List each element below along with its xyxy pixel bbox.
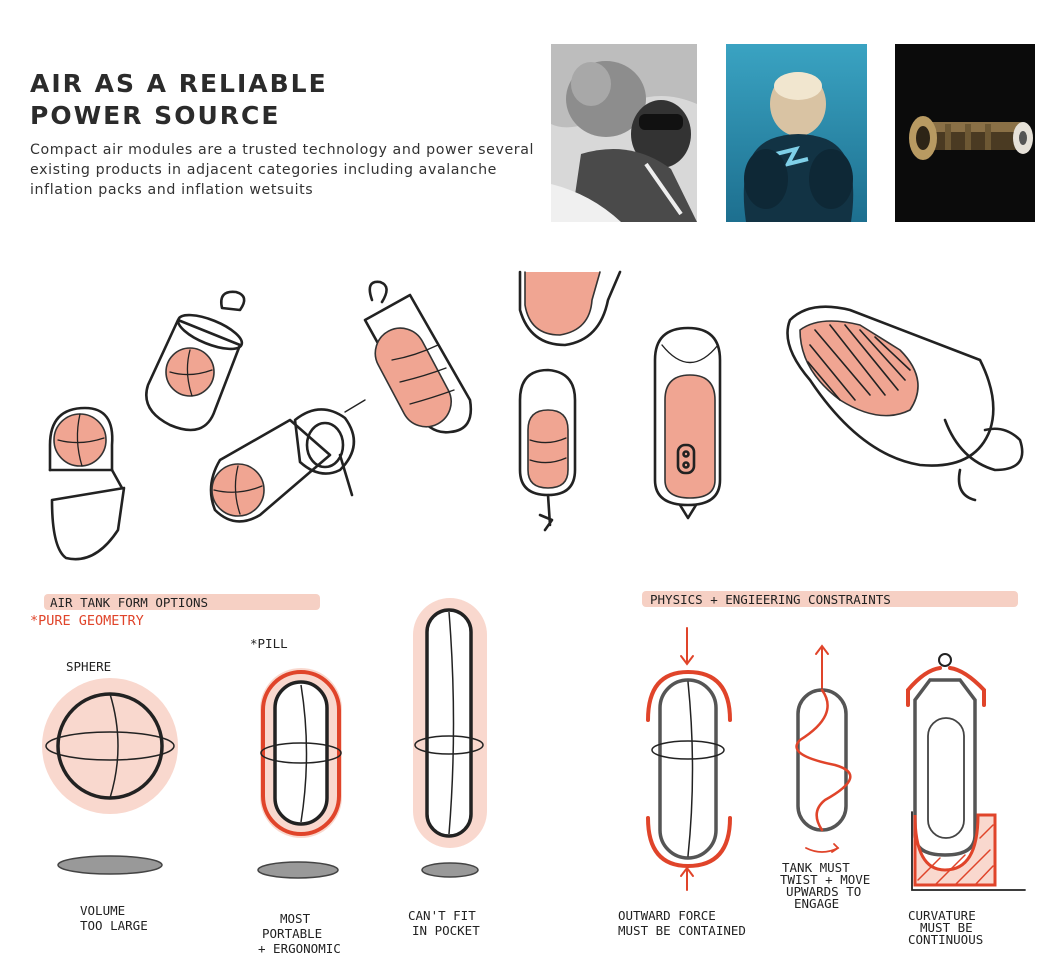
pill-caption-1: MOST xyxy=(280,911,311,926)
curvature-sketch xyxy=(908,654,1025,890)
force-caption-1: OUTWARD FORCE xyxy=(618,908,716,923)
constraints-heading: PHYSICS + ENGIEERING CONSTRAINTS xyxy=(650,592,891,607)
sphere-label: SPHERE xyxy=(66,659,112,674)
title-line-1: AIR AS A RELIABLE xyxy=(30,69,328,98)
tall-capsule-sketch xyxy=(655,328,720,518)
sphere-caption-1: VOLUME xyxy=(80,903,126,918)
sphere-sketch xyxy=(42,678,178,874)
upright-capsule-sketch xyxy=(365,282,471,436)
twist-sketch xyxy=(797,646,851,852)
partial-pill-sketch xyxy=(520,272,620,345)
large-unit-sketch xyxy=(788,307,1023,500)
title-line-2: POWER SOURCE xyxy=(30,101,281,130)
open-capsule-sketch xyxy=(50,408,124,559)
description: Compact air modules are a trusted technology and power several existing products in adjacent categories including avalanche inflation packs and inflation wetsuits xyxy=(30,142,535,198)
curve-caption-3: CONTINUOUS xyxy=(908,932,984,947)
force-caption-2: MUST BE CONTAINED xyxy=(618,923,746,938)
twist-caption-1: TANK MUST xyxy=(782,860,850,875)
twist-caption-3: UPWARDS TO xyxy=(786,884,862,899)
pill-caption-3: + ERGONOMIC xyxy=(258,941,341,956)
long-caption-2: IN POCKET xyxy=(412,923,480,938)
twist-caption-2: TWIST + MOVE xyxy=(780,872,871,887)
pill-sketch xyxy=(258,668,342,878)
long-pill-sketch xyxy=(413,598,487,877)
twist-caption-4: ENGAGE xyxy=(794,896,840,911)
small-capsule-sketch xyxy=(520,370,575,530)
sphere-caption-2: TOO LARGE xyxy=(80,918,148,933)
tilted-capsule-sketch xyxy=(146,292,246,430)
diagonal-capsule-sketch xyxy=(211,400,365,521)
form-options-subheading: *PURE GEOMETRY xyxy=(30,613,144,629)
long-caption-1: CAN'T FIT xyxy=(408,908,476,923)
curve-caption-2: MUST BE xyxy=(920,920,973,935)
outward-force-sketch xyxy=(648,628,730,890)
pill-label: *PILL xyxy=(250,636,288,651)
form-options-heading: AIR TANK FORM OPTIONS xyxy=(50,595,209,610)
curve-caption-1: CURVATURE xyxy=(908,908,976,923)
pill-caption-2: PORTABLE xyxy=(262,926,323,941)
